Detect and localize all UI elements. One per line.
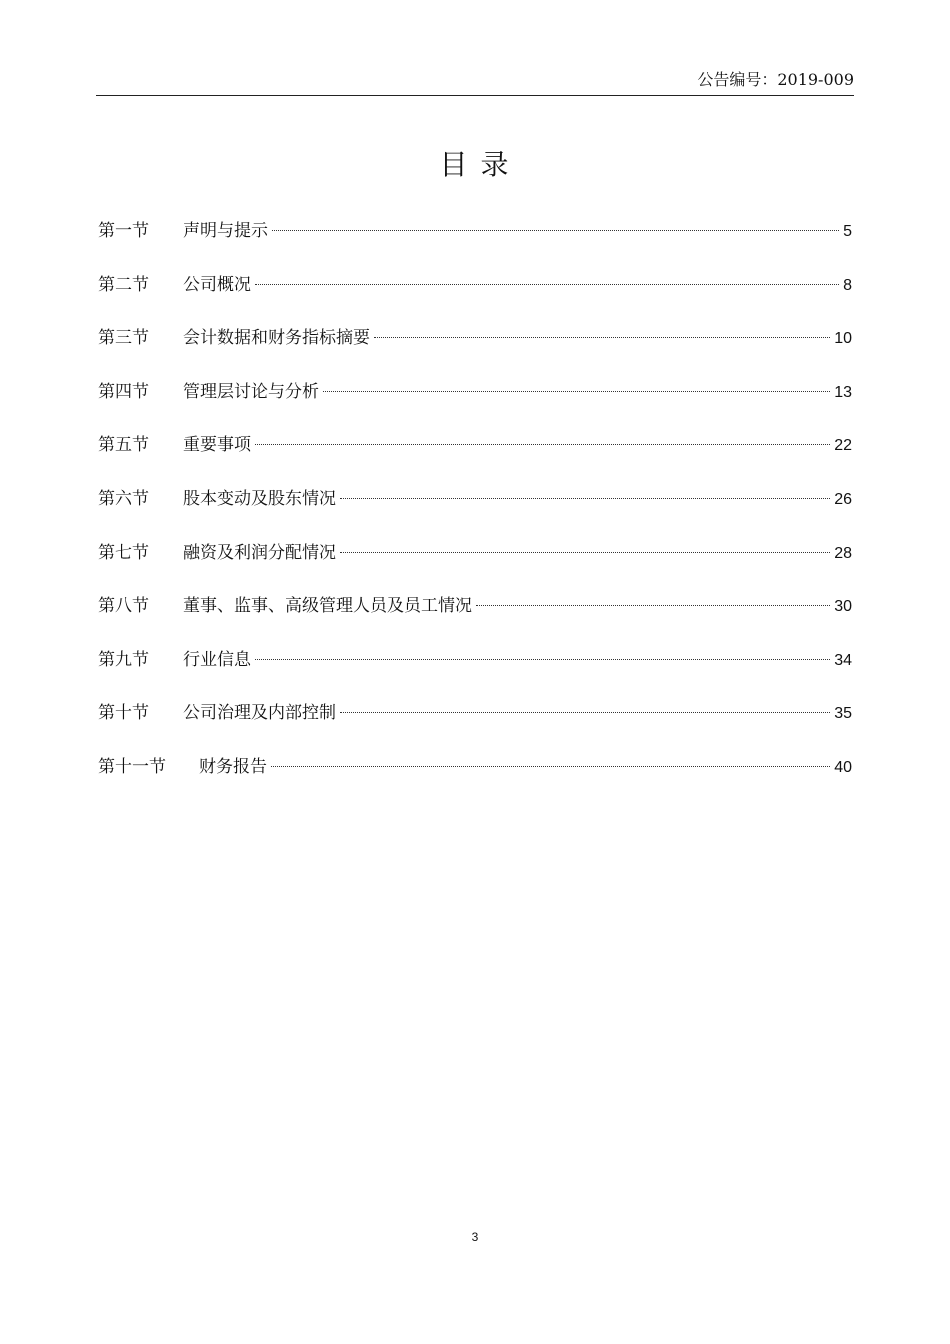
toc-page-number: 26	[834, 490, 852, 508]
toc-section-number: 第三节	[98, 328, 149, 349]
toc-heading: 声明与提示	[183, 221, 268, 241]
toc-heading: 公司治理及内部控制	[183, 703, 336, 724]
dot-leader	[374, 337, 830, 338]
toc-section-number: 第五节	[98, 435, 149, 456]
toc-page-number: 40	[834, 758, 852, 776]
toc-heading: 财务报告	[199, 756, 267, 777]
toc-page-number: 10	[834, 330, 852, 348]
table-of-contents	[98, 216, 852, 806]
toc-entry[interactable]	[98, 377, 852, 431]
dot-leader	[272, 230, 839, 231]
toc-entry[interactable]	[98, 323, 852, 377]
header-divider	[96, 95, 854, 96]
toc-entry[interactable]	[98, 698, 852, 752]
dot-leader	[340, 552, 830, 553]
toc-section-number: 第二节	[98, 274, 149, 295]
toc-entry[interactable]	[98, 591, 852, 645]
toc-heading: 行业信息	[183, 649, 251, 670]
toc-section-number: 第七节	[98, 542, 149, 563]
toc-page-number: 8	[843, 276, 852, 294]
toc-section-number: 第九节	[98, 649, 149, 670]
toc-entry[interactable]	[98, 538, 852, 592]
toc-entry[interactable]	[98, 484, 852, 538]
toc-heading: 管理层讨论与分析	[183, 381, 319, 402]
footer-page-number: 3	[471, 1230, 479, 1244]
toc-page-number: 28	[834, 544, 852, 562]
toc-heading: 融资及利润分配情况	[183, 542, 336, 563]
dot-leader	[255, 284, 839, 285]
toc-section-number: 第十一节	[98, 756, 166, 777]
toc-heading: 重要事项	[183, 435, 251, 456]
toc-page-number: 13	[834, 383, 852, 401]
toc-section-number: 第一节	[98, 221, 149, 241]
dot-leader	[271, 766, 830, 767]
toc-section-number: 第八节	[98, 596, 149, 617]
toc-heading: 公司概况	[183, 274, 251, 295]
toc-page-number: 35	[834, 705, 852, 723]
dot-leader	[340, 498, 830, 499]
toc-page-number: 30	[834, 598, 852, 616]
toc-entry[interactable]	[98, 645, 852, 699]
toc-page-number: 22	[834, 437, 852, 455]
toc-heading: 会计数据和财务指标摘要	[183, 328, 370, 349]
toc-entry[interactable]	[98, 430, 852, 484]
announcement-number: 公告编号：2019-009	[697, 70, 854, 89]
toc-entry[interactable]	[98, 752, 852, 806]
toc-section-number: 第十节	[98, 703, 149, 724]
dot-leader	[255, 444, 830, 445]
toc-section-number: 第六节	[98, 488, 149, 509]
toc-page-number: 34	[834, 651, 852, 669]
dot-leader	[476, 605, 830, 606]
dot-leader	[340, 712, 830, 713]
toc-section-number: 第四节	[98, 381, 149, 402]
toc-heading: 股本变动及股东情况	[183, 488, 336, 509]
toc-page-number: 5	[843, 223, 852, 240]
dot-leader	[323, 391, 830, 392]
dot-leader	[255, 659, 830, 660]
toc-entry[interactable]	[98, 270, 852, 324]
toc-title: 目 录	[439, 148, 511, 181]
toc-entry[interactable]	[98, 216, 852, 270]
toc-heading: 董事、监事、高级管理人员及员工情况	[183, 596, 472, 617]
